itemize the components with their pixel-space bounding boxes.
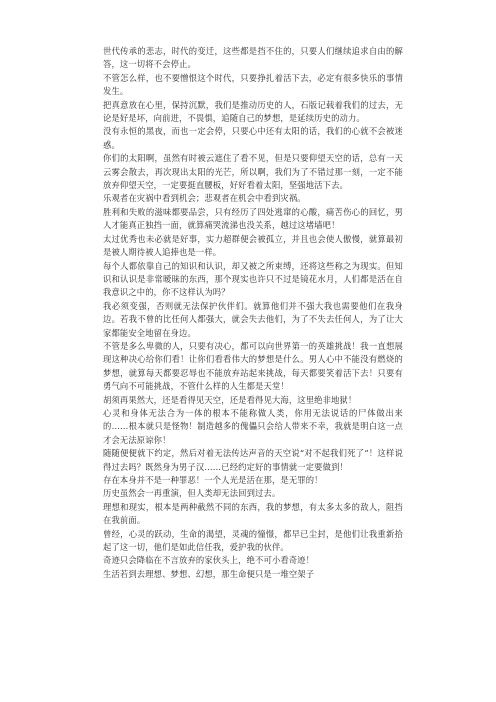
paragraph-3: 把真意放在心里，保持沉默，我们是推动历史的人，石版记载着我们的过去，无论是好是坏，向前进，不畏惧，追随自己的梦想，是延续历史的动力。: [103, 99, 403, 124]
document-body: [103, 45, 403, 581]
paragraph-8: 太过优秀也未必就是好事，实力超群便会被孤立，并且也会使人傲慢，就算最初是被人期待被人追捧也是一样。: [103, 233, 403, 258]
paragraph-2: 不管怎么样，也不要憎恨这个时代，只要挣扎着活下去，必定有很多快乐的事情发生。: [103, 72, 403, 97]
paragraph-5: 你们的太阳啊，虽然有时被云遮住了看不见，但是只要仰望天空的话，总有一天云雾会散去，再次现出太阳的光芒，所以啊，我们为了不错过那一刻，一定不能放弃仰望天空，一定要挺直腰板，好好看着太阳，坚强地活下去。: [103, 153, 403, 191]
paragraph-9: 每个人都依靠自己的知识和认识，却又被之所束缚，还将这些称之为现实。但知识和认识是非常暧昧的东西，那个现实也许只不过是镜花水月，人们都是活在自我意识之中的，你不这样认为吗？: [103, 260, 403, 298]
paragraph-7: 胜利和失败的滋味都要品尝，只有经历了四处逃窜的心酸，痛苦伤心的回忆，男人才能真正独挡一面，就算痛哭流涕也没关系，越过这堵墙吧！: [103, 206, 403, 231]
paragraph-16: 历史虽然会一再重演，但人类却无法回到过去。: [103, 488, 281, 499]
paragraph-11: 不管是多么卑微的人，只要有决心，都可以向世界第一的英雄挑战！我一直想展现这种决心给你们看！让你们看看伟大的梦想是什么。男人心中不能没有燃烧的梦想，就算每天都要忍辱也不能放弃站起来挑战，每天都要笑着活下去！只要有勇气向不可能挑战，不管什么样的人生都是天堂！: [103, 340, 403, 392]
paragraph-13: 心灵和身体无法合为一体的根本不能称做人类，你用无法说话的尸体做出来的……根本就只是怪物！制造越多的傀儡只会给人带来不幸，我就是明白这一点才会无法原谅你！: [103, 407, 403, 445]
paragraph-15: 存在本身并不是一种罪恶！一个人光是活在那，是无罪的！: [103, 475, 323, 485]
paragraph-1: 世代传承的悲志，时代的变迁，这些都是挡不住的，只要人们继续追求自由的解答，这一切将不会停止。: [103, 46, 403, 70]
paragraph-19: 奇迹只会降临在不言放弃的家伙头上，绝不可小看奇迹！: [103, 555, 315, 566]
paragraph-6: 乐观者在灾祸中看到机会；悲观者在机会中看到灾祸。: [103, 193, 306, 204]
paragraph-14: 随随便便就下约定，然后对着无法传达声音的天空说“对不起我们死了”！这样说得过去吗？既然身为男子汉……已经约定好的事情就一定要做到！: [103, 448, 403, 472]
paragraph-4: 没有永恒的黑夜，而也一定会停，只要心中还有太阳的话，我们的心就不会被迷惑。: [103, 126, 403, 150]
paragraph-12: 胡须再果然大，还是看得见天空，还是看得见大海，这里绝非地狱！: [103, 394, 357, 405]
paragraph-18: 曾经，心灵的跃动，生命的渴望，灵魂的憧憬，都早已尘封，是他们让我重新拾起了这一切，他们是如此信任我，爱护我的伙伴。: [103, 528, 403, 553]
paragraph-10: 我必须变强，否则就无法保护伙伴们。就算他们并不强大我也需要他们在我身边。若我不曾的比任何人都强大，就会失去他们，为了不失去任何人，为了让大家都能安全地留在身边。: [103, 300, 403, 338]
paragraph-17: 理想和现实，根本是两种截然不同的东西，我的梦想，有太多太多的敌人，阻挡在我前面。: [103, 501, 403, 526]
paragraph-20: 生活若到去理想、梦想、幻想，那生命便只是一堆空架子: [103, 568, 315, 579]
